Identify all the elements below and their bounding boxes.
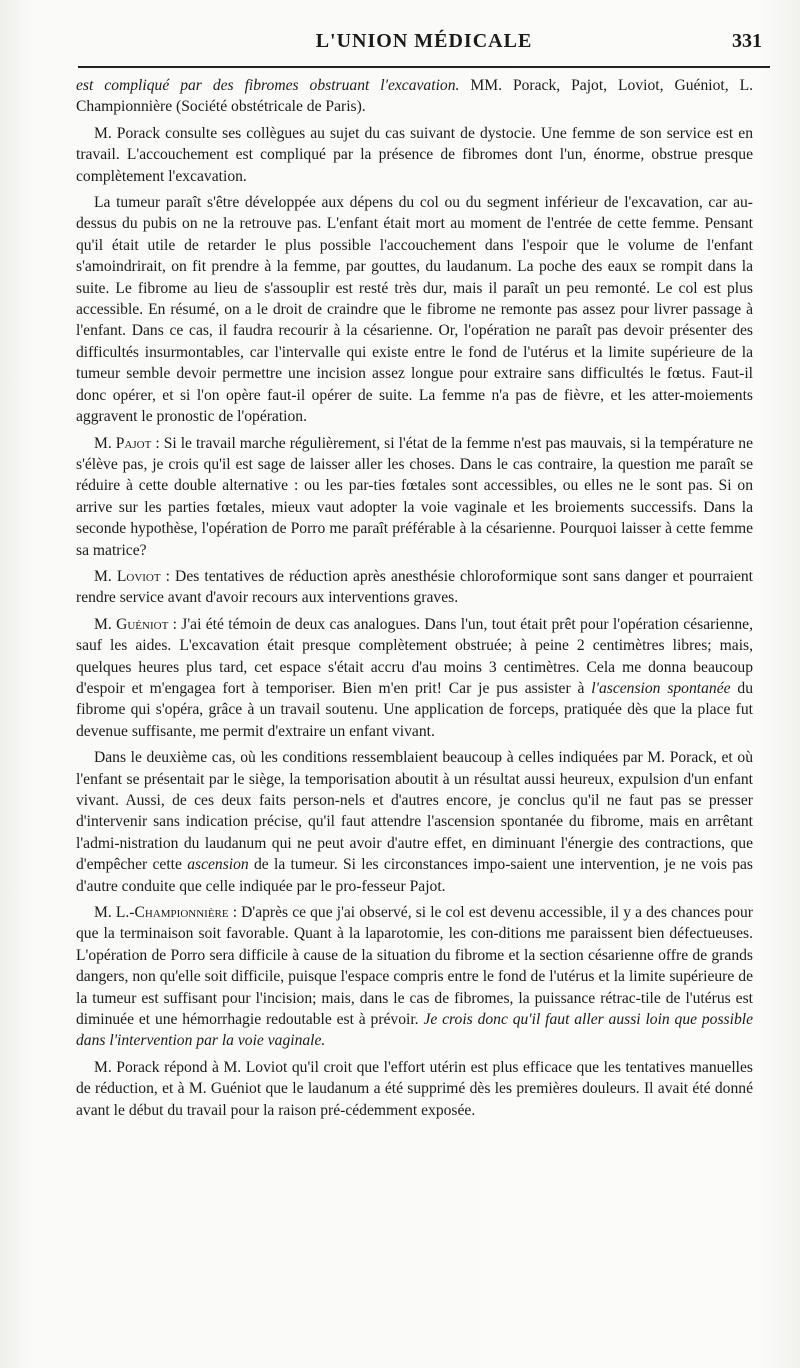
text-segment: : Des tentatives de réduction après anesthésie chloroformique sont sans danger et pourraient rendre service avant d'avoir recours aux interventions graves. (76, 567, 753, 607)
text-segment: Je crois donc qu'il faut aller aussi loin que possible dans l'intervention par la voie vaginale. (76, 1011, 754, 1050)
page-number: 331 (732, 30, 762, 52)
text-segment: MM. Porack, Pajot, Loviot, Guéniot, L. Championnière (Société obstétricale de Paris). (76, 77, 753, 116)
text-segment: M. L.- (94, 904, 135, 922)
text-segment: l'ascension spontanée (591, 679, 731, 697)
text-segment: M. (94, 434, 116, 452)
text-segment: M. Porack répond à M. Loviot qu'il croit que l'effort utérin est plus efficace que les tentatives manuelles de réduction, et à M. Guéniot que le laudanum a été supprimé dès les premières douleurs. Il avait été donné avant le début du travail pour la raison pré-cédemment exposée. (76, 1058, 753, 1119)
text-segment: Dans le deuxième cas, où les conditions ressemblaient beaucoup à celles indiquées par M. Porack, et où l'enfant se présentait par le siège, la temporisation aboutit à un résultat aussi heureux, expulsion d'un enfant vivant. Aussi, de ces deux faits person-nels et d'autres encore, je conclus qu'il ne faut pas se presser d'intervenir sans indication précise, qu'il faut attendre l'ascension spontanée du fibrome, mais en arrêtant l'admi-nistration du laudanum qui ne peut avoir d'autre effet, en diminuant l'énergie des contractions, que d'empêcher cette (76, 749, 753, 874)
paragraph (76, 433, 753, 561)
text-segment: de la tumeur. Si les circonstances impo-saient une intervention, je ne vois pas d'autre conduite que celle indiquée par le pro-fesseur Pajot. (76, 856, 753, 895)
text-segment: M. (94, 615, 117, 633)
article-body (76, 75, 753, 1126)
text-segment: La tumeur paraît s'être développée aux dépens du col ou du segment inférieur de l'excavation, car au-dessus du pubis on ne la retrouve pas. L'enfant était mort au moment de l'entrée de cette femme. Pensant qu'il était utile de retarder le plus possible l'accouchement dans l'espoir que le volume de l'enfant s'amoindrirait, on fit prendre à la femme, par gouttes, du laudanum. La poche des eaux se rompit dans la suite. Le fibrome au lieu de s'assouplir est resté très dur, mais il paraît un peu remonté. Le col est plus accessible. En résumé, on a le droit de craindre que le fibrome ne remonte pas assez pour livrer passage à l'enfant. Dans ce cas, il faudra recourir à la césarienne. Or, l'opération ne paraît pas devoir présenter des difficultés insurmontables, car l'intervalle qui existe entre le fond de l'utérus et la limite supérieure de la tumeur semble devoir permettre une incision assez longue pour extraire sans difficultés le fœtus. Faut-il donc opérer, et si l'on opère faut-il opérer de suite. La femme n'a pas de fièvre, et les atter-moiements aggravent le pronostic de l'opération. (76, 194, 753, 426)
paragraph (76, 566, 753, 609)
speaker-name: Loviot (116, 567, 161, 585)
paragraph (76, 614, 753, 742)
paragraph (76, 75, 753, 118)
text-segment: : J'ai été témoin de deux cas analogues. Dans l'un, tout était prêt pour l'opération césarienne, sauf les aides. L'excavation était presque complètement obstruée; à peine 2 centimètres libres; mais, quelques heures plus tard, cet espace s'était accru d'au moins 3 centimètres. Cela me donna beaucoup d'espoir et m'engagea fort à temporiser. Bien m'en prit! Car je pus assister à (76, 615, 753, 697)
speaker-name: Championnière (134, 904, 229, 922)
paragraph (76, 192, 753, 427)
text-segment: M. (94, 567, 117, 585)
paragraph (76, 1057, 753, 1121)
paragraph (76, 902, 753, 1052)
text-segment: M. Porack consulte ses collègues au sujet du cas suivant de dystocie. Une femme de son service est en travail. L'accouchement est compliqué par la présence de fibromes dont l'un, énorme, obstrue presque complètement l'excavation. (76, 124, 753, 185)
text-segment: est compliqué par des fibromes obstruant l'excavation. (76, 77, 460, 94)
journal-title: L'UNION MÉDICALE (315, 30, 533, 52)
text-segment: : Si le travail marche régulièrement, si l'état de la femme n'est pas mauvais, si la température ne s'élève pas, je crois qu'il est sage de laisser aller les choses. Dans le cas contraire, la question me paraît se réduire à cette double alternative : ou les par-ties fœtales sont accessibles, ou elles ne le sont pas. Si on arrive sur les parties fœtales, mieux vaut adopter la voie vaginale et les broiements successifs. Dans la seconde hypothèse, l'opération de Porro me paraît préférable à la césarienne. Pourquoi laisser à cette femme sa matrice? (76, 434, 753, 559)
paragraph (76, 747, 753, 897)
speaker-name: Guéniot (116, 615, 169, 633)
text-segment: ascension (187, 856, 249, 874)
paragraph (76, 123, 753, 187)
text-segment: : D'après ce que j'ai observé, si le col est devenu accessible, il y a des chances pour que la terminaison soit favorable. Quant à la laparotomie, les con-ditions me paraissent bien défectueuses. L'opération de Porro sera difficile à cause de la situation du fibrome et la section césarienne offre de grands dangers, non qu'elle soit difficile, puisque l'espace compris entre le fond de l'utérus et la limite supérieure de la tumeur est suffisant pour l'incision; mais, dans le cas de fibromes, la puissance rétrac-tile de l'utérus est diminuée et une hémorrhagie redoutable est à prévoir. (76, 904, 754, 1029)
text-segment: du fibrome qui s'opéra, grâce à un travail soutenu. Une application de forceps, pratiquée dès que la place fut devenue suffisante, me permit d'extraire un enfant vivant. (76, 679, 753, 740)
running-header (78, 30, 770, 68)
speaker-name: Pajot (115, 434, 152, 452)
